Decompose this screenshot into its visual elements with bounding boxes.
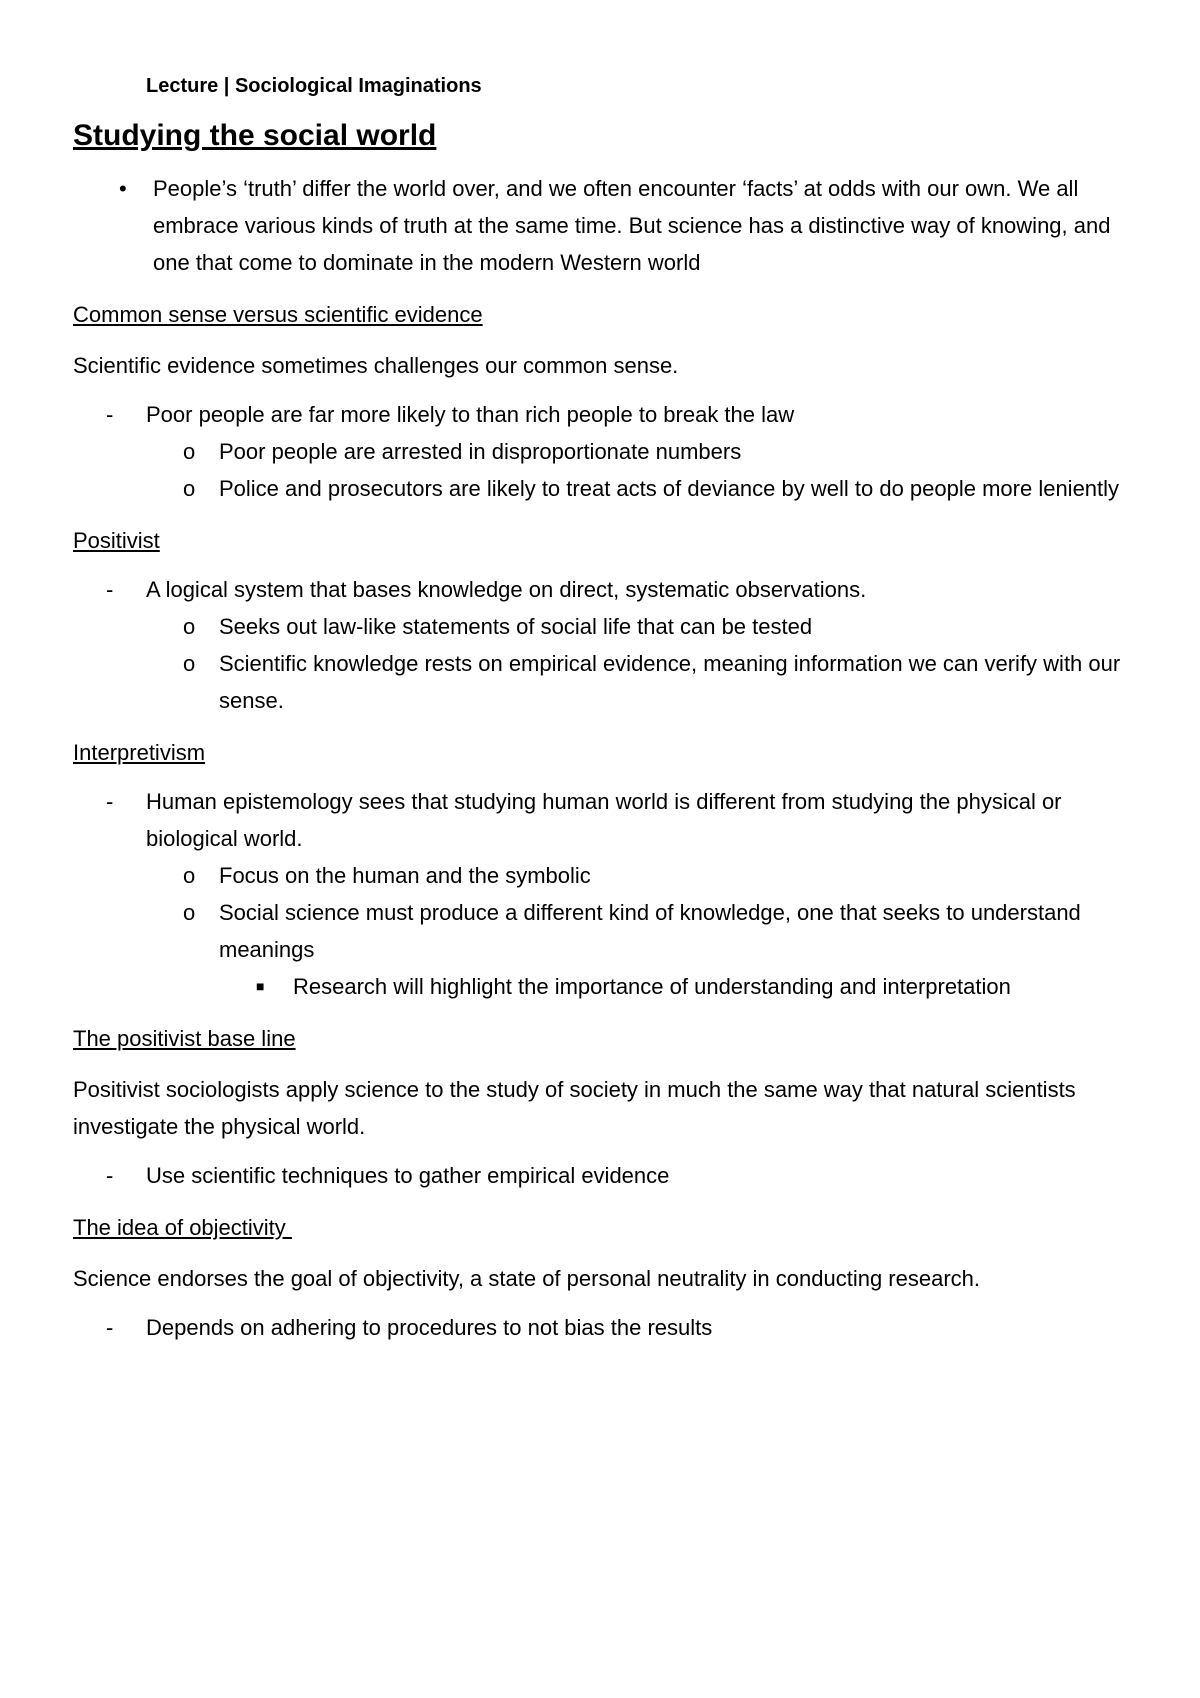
- list-item-text: Poor people are arrested in disproportionate numbers: [219, 439, 742, 464]
- list-item: [73, 968, 1130, 1005]
- dash-marker: -: [106, 577, 114, 602]
- list-item-text: Focus on the human and the symbolic: [219, 863, 591, 888]
- bullet-marker: •: [119, 176, 127, 201]
- list-item-text: Poor people are far more likely to than rich people to break the law: [146, 402, 795, 427]
- list-item-text: A logical system that bases knowledge on direct, systematic observations.: [146, 577, 867, 602]
- dash-marker: -: [106, 789, 114, 814]
- list-item-text: Seeks out law-like statements of social life that can be tested: [219, 614, 813, 639]
- objectivity-list: [73, 1309, 1130, 1346]
- list-item: [73, 645, 1130, 719]
- list-item: [73, 783, 1130, 857]
- base-line-list: [73, 1157, 1130, 1194]
- positivist-list: [73, 571, 1130, 719]
- list-item: [73, 571, 1130, 608]
- list-item: [73, 1157, 1130, 1194]
- dash-marker: -: [106, 1315, 114, 1340]
- list-item-text: People’s ‘truth’ differ the world over, and we often encounter ‘facts’ at odds with our own. We all embrace various kinds of truth at the same time. But science has a distinctive way of knowing, and one that come to dominate in the modern Western world: [153, 176, 1111, 275]
- dash-marker: -: [106, 1163, 114, 1188]
- circle-marker: o: [183, 863, 196, 888]
- list-item-text: Use scientific techniques to gather empirical evidence: [146, 1163, 670, 1188]
- list-item-text: Depends on adhering to procedures to not bias the results: [146, 1315, 713, 1340]
- list-item-text: Research will highlight the importance of understanding and interpretation: [293, 974, 1011, 999]
- section-heading-positivist: Positivist: [73, 528, 160, 553]
- section-heading-objectivity: The idea of objectivity: [73, 1215, 292, 1240]
- list-item: [73, 857, 1130, 894]
- intro-list: [73, 170, 1130, 281]
- circle-marker: o: [183, 900, 196, 925]
- list-item: [73, 894, 1130, 968]
- section-heading-base-line: The positivist base line: [73, 1026, 296, 1051]
- circle-marker: o: [183, 476, 196, 501]
- page-header: Lecture | Sociological Imaginations: [146, 75, 482, 97]
- list-item: [73, 396, 1130, 433]
- list-item: [73, 608, 1130, 645]
- circle-marker: o: [183, 614, 196, 639]
- circle-marker: o: [183, 651, 196, 676]
- list-item: [73, 170, 1130, 281]
- list-item: [73, 470, 1130, 507]
- dash-marker: -: [106, 402, 114, 427]
- list-item: [73, 1309, 1130, 1346]
- section-heading-interpretivism: Interpretivism: [73, 740, 206, 765]
- list-item-text: Police and prosecutors are likely to treat acts of deviance by well to do people more leniently: [219, 476, 1120, 501]
- list-item-text: Human epistemology sees that studying human world is different from studying the physical or biological world.: [146, 789, 1062, 851]
- section-paragraph: Science endorses the goal of objectivity, a state of personal neutrality in conducting research.: [73, 1266, 981, 1291]
- list-item-text: Scientific knowledge rests on empirical evidence, meaning information we can verify with our sense.: [219, 651, 1121, 713]
- circle-marker: o: [183, 439, 196, 464]
- list-item-text: Social science must produce a different kind of knowledge, one that seeks to understand meanings: [219, 900, 1081, 962]
- interpretivism-list: [73, 783, 1130, 1005]
- section-paragraph: Positivist sociologists apply science to the study of society in much the same way that natural scientists investigate the physical world.: [73, 1077, 1076, 1139]
- section-heading-common-sense: Common sense versus scientific evidence: [73, 302, 483, 327]
- list-item: [73, 433, 1130, 470]
- common-sense-list: [73, 396, 1130, 507]
- square-marker: ■: [256, 978, 265, 994]
- page-title: Studying the social world: [73, 119, 437, 152]
- section-paragraph: Scientific evidence sometimes challenges our common sense.: [73, 353, 679, 378]
